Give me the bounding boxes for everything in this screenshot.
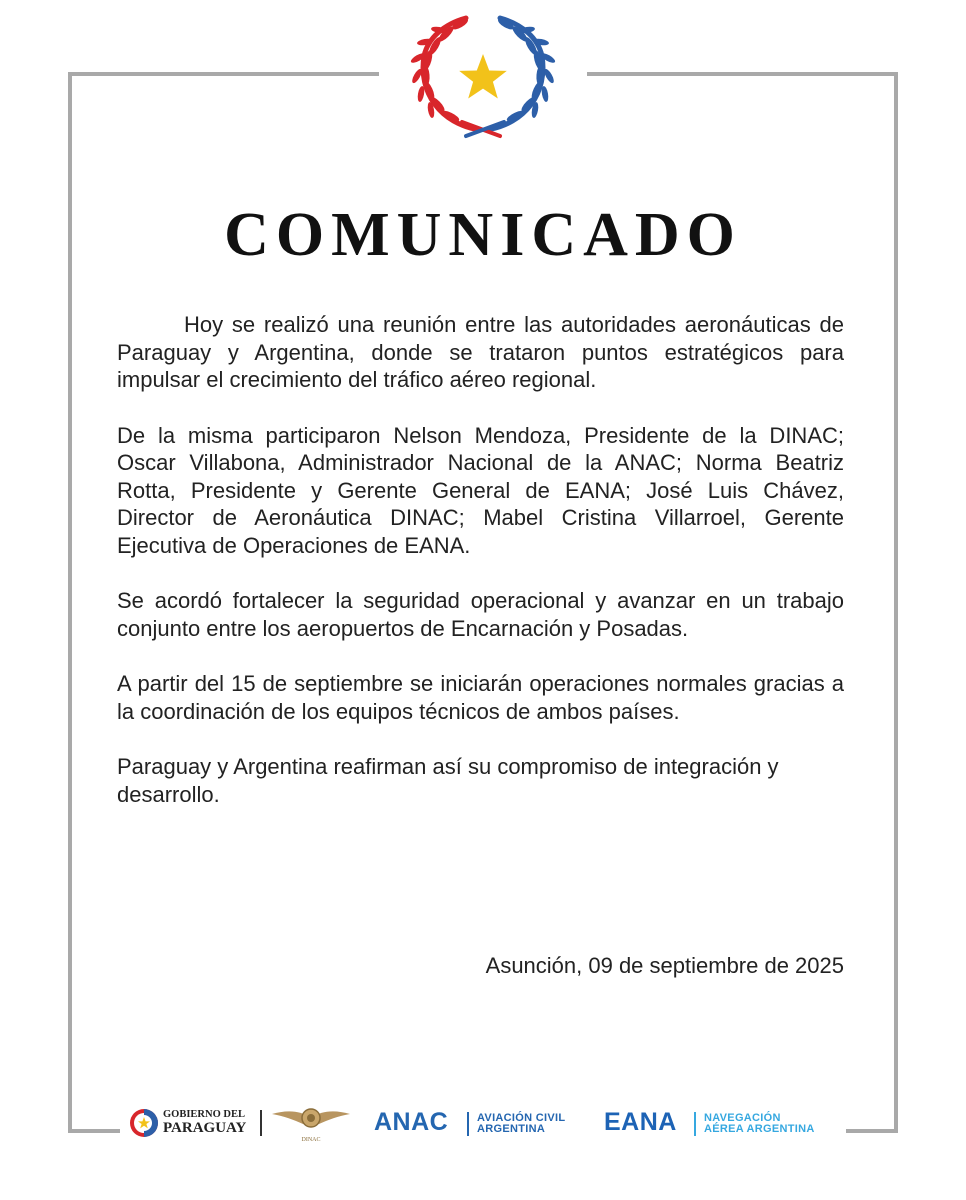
eana-abbr: EANA (604, 1108, 677, 1136)
frame-top-right (587, 72, 898, 76)
anac-logo (374, 1100, 590, 1150)
anac-separator (467, 1112, 469, 1136)
frame-bottom-left (68, 1129, 120, 1133)
dinac-logo (270, 1100, 352, 1150)
eana-separator (694, 1112, 696, 1136)
eana-line2: AÉREA ARGENTINA (704, 1123, 815, 1135)
paragraph-1: Hoy se realizó una reunión entre las autoridades aeronáuticas de Paraguay y Argentina, donde se trataron puntos estratégicos para impulsar el crecimiento del tráfico aéreo regional. (117, 312, 844, 392)
anac-abbr: ANAC (374, 1108, 449, 1136)
document-body (117, 311, 844, 836)
page-title: COMUNICADO (224, 201, 742, 269)
dinac-label: DINAC (301, 1137, 321, 1143)
frame-bottom-right (846, 1129, 898, 1133)
paraguay-emblem-icon (410, 12, 556, 144)
gobierno-separator (260, 1110, 262, 1136)
gobierno-label: GOBIERNO DEL (163, 1109, 245, 1120)
paragraph-5: Paraguay y Argentina reafirman así su compromiso de integración y desarrollo. (117, 754, 779, 807)
paragraph-4: A partir del 15 de septiembre se iniciarán operaciones normales gracias a la coordinación de los equipos técnicos de ambos países. (117, 671, 844, 724)
gobierno-paraguay-logo (128, 1100, 268, 1150)
eana-logo (604, 1100, 834, 1150)
paraguay-flag-icon (128, 1107, 160, 1139)
dinac-wings-icon (270, 1100, 352, 1136)
paraguay-label: PARAGUAY (163, 1120, 247, 1136)
eana-line1: NAVEGACIÓN (704, 1112, 781, 1124)
paragraph-2: De la misma participaron Nelson Mendoza, Presidente de la DINAC; Oscar Villabona, Administrador Nacional de la ANAC; Norma Beatriz Rotta, Presidente y Gerente General de EANA; José Luis Chávez, Director de Aeronáutica DINAC; Mabel Cristina Villarroel, Gerente Ejecutiva de Operaciones de EANA. (117, 422, 844, 558)
place-date: Asunción, 09 de septiembre de 2025 (485, 953, 844, 978)
anac-line1: AVIACIÓN CIVIL (477, 1112, 566, 1124)
paragraph-3: Se acordó fortalecer la seguridad operacional y avanzar en un trabajo conjunto entre los aeropuertos de Encarnación y Posadas. (117, 588, 844, 641)
anac-line2: ARGENTINA (477, 1123, 546, 1135)
frame-top-left (68, 72, 379, 76)
